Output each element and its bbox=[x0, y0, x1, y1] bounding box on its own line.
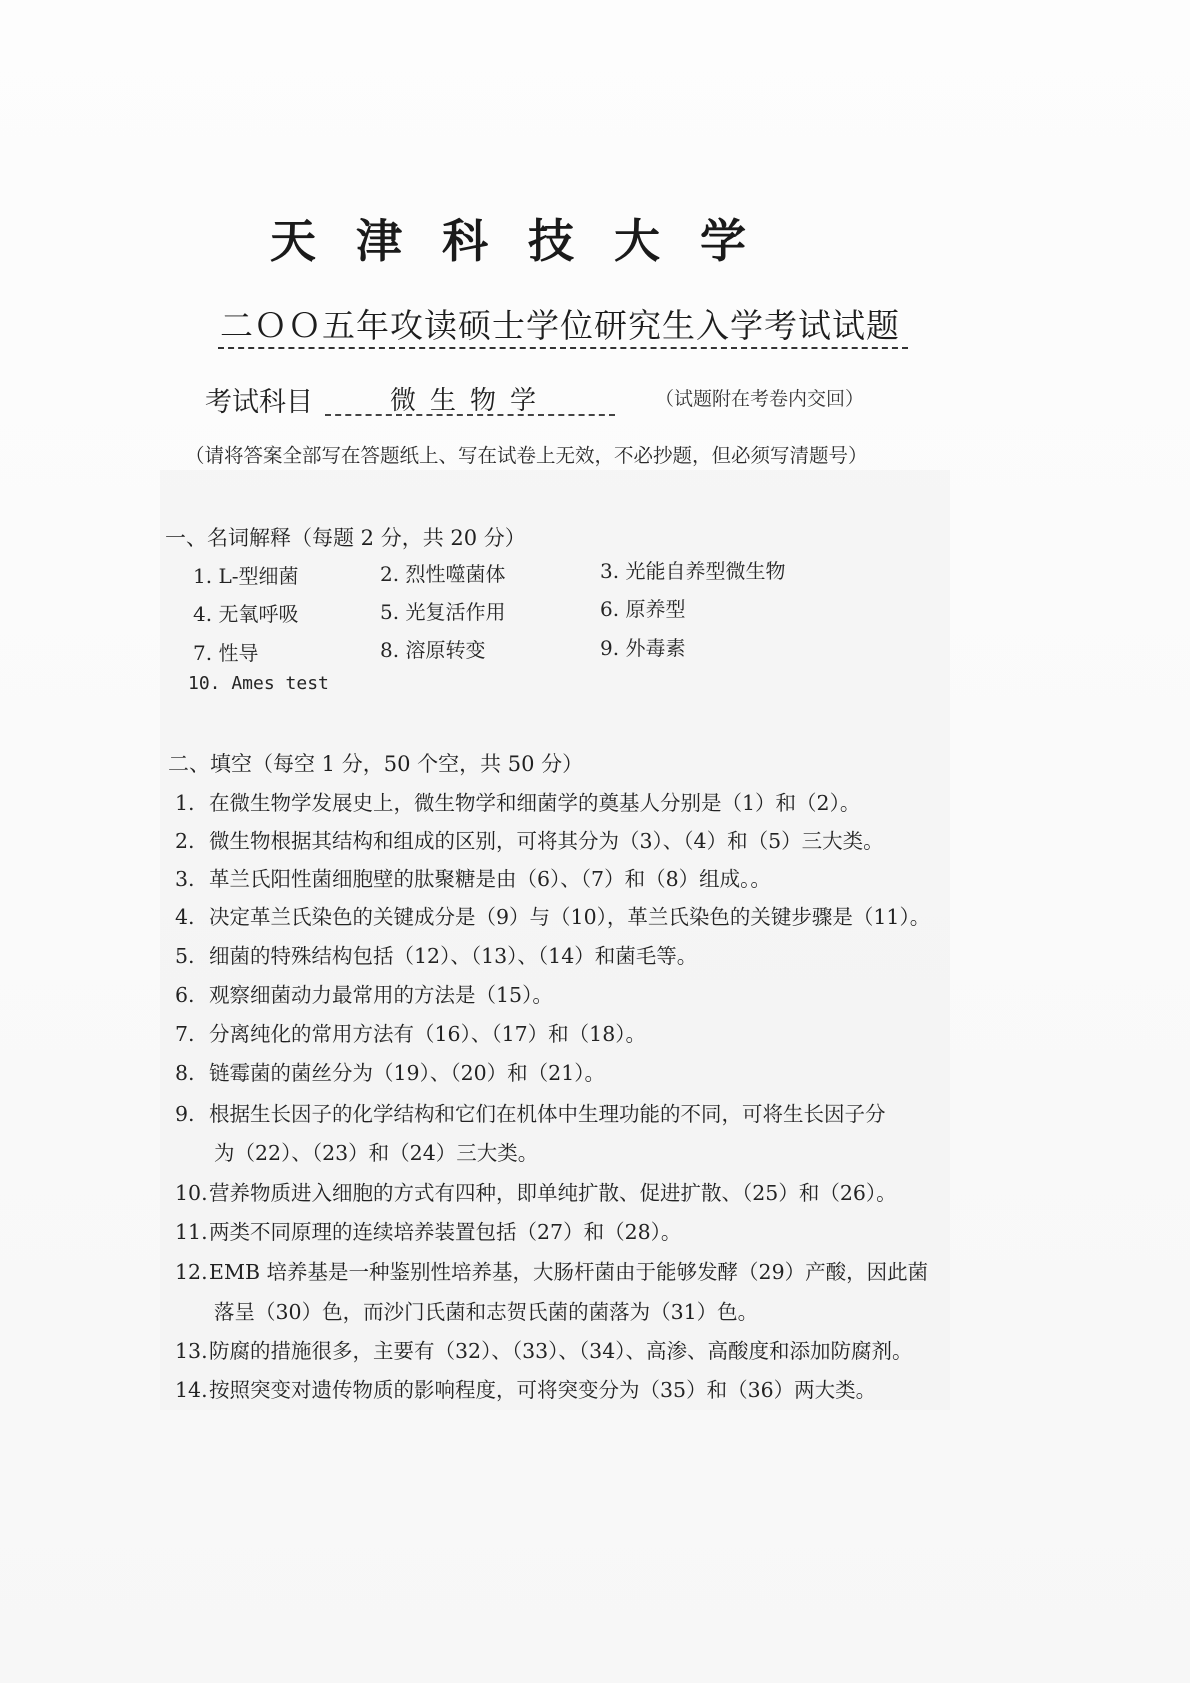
question-number: 7. bbox=[175, 1022, 195, 1046]
question-text: 微生物根据其结构和组成的区别，可将其分为（3）、（4）和（5）三大类。 bbox=[209, 829, 884, 853]
section1-heading: 一、名词解释（每题 2 分，共 20 分） bbox=[165, 526, 526, 550]
question-number: 13. bbox=[175, 1339, 208, 1363]
question-line bbox=[175, 978, 935, 1008]
term-item: 9. 外毒素 bbox=[600, 636, 686, 660]
question-text: 按照突变对遗传物质的影响程度，可将突变分为（35）和（36）两大类。 bbox=[209, 1378, 877, 1402]
university-name: 天津科技大学 bbox=[270, 214, 786, 268]
exam-title: 二ＯＯ五年攻读硕士学位研究生入学考试试题 bbox=[220, 306, 900, 345]
question-number: 9. bbox=[175, 1102, 195, 1126]
question-line bbox=[175, 1176, 935, 1206]
question-line bbox=[175, 1056, 935, 1086]
question-continuation: 为（22）、（23）和（24）三大类。 bbox=[214, 1141, 539, 1165]
question-line bbox=[175, 1255, 935, 1285]
question-line bbox=[175, 786, 935, 816]
question-text: 链霉菌的菌丝分为（19）、（20）和（21）。 bbox=[209, 1061, 606, 1085]
question-line bbox=[175, 862, 935, 892]
question-number: 4. bbox=[175, 905, 195, 929]
question-number: 1. bbox=[175, 791, 195, 815]
subject-row bbox=[205, 380, 925, 420]
question-number: 10. bbox=[175, 1181, 208, 1205]
question-text: 在微生物学发展史上，微生物学和细菌学的奠基人分别是（1）和（2）。 bbox=[209, 791, 861, 815]
term-item: 1. L-型细菌 bbox=[193, 564, 299, 588]
instruction-text: （请将答案全部写在答题纸上、写在试卷上无效，不必抄题，但必须写清题号） bbox=[185, 444, 868, 467]
question-text: 两类不同原理的连续培养装置包括（27）和（28）。 bbox=[209, 1220, 682, 1244]
question-text: 观察细菌动力最常用的方法是（15）。 bbox=[209, 983, 553, 1007]
question-line bbox=[175, 1017, 935, 1047]
question-line bbox=[175, 1334, 935, 1364]
question-line bbox=[175, 939, 935, 969]
term-item: 2. 烈性噬菌体 bbox=[380, 562, 506, 586]
question-text: 细菌的特殊结构包括（12）、（13）、（14）和菌毛等。 bbox=[209, 944, 698, 968]
term-item: 3. 光能自养型微生物 bbox=[600, 559, 786, 583]
question-number: 3. bbox=[175, 867, 195, 891]
section2-heading: 二、填空（每空 1 分，50 个空，共 50 分） bbox=[168, 752, 584, 776]
question-number: 2. bbox=[175, 829, 195, 853]
question-number: 5. bbox=[175, 944, 195, 968]
title-divider bbox=[218, 347, 908, 349]
question-number: 12. bbox=[175, 1260, 208, 1284]
question-number: 6. bbox=[175, 983, 195, 1007]
question-text: 决定革兰氏染色的关键成分是（9）与（10），革兰氏染色的关键步骤是（11）。 bbox=[209, 905, 931, 929]
question-number: 11. bbox=[175, 1220, 208, 1244]
term-item: 5. 光复活作用 bbox=[380, 600, 506, 624]
question-line bbox=[175, 900, 935, 930]
question-line bbox=[175, 1215, 935, 1245]
term-item: 10. Ames test bbox=[188, 673, 329, 694]
term-item: 6. 原养型 bbox=[600, 597, 686, 621]
subject-label: 考试科目 bbox=[205, 387, 313, 418]
question-text: 根据生长因子的化学结构和它们在机体中生理功能的不同，可将生长因子分 bbox=[209, 1102, 886, 1126]
term-item: 8. 溶原转变 bbox=[380, 638, 486, 662]
term-item: 7. 性导 bbox=[193, 641, 259, 665]
term-item: 4. 无氧呼吸 bbox=[193, 602, 299, 626]
question-number: 14. bbox=[175, 1378, 208, 1402]
question-text: 分离纯化的常用方法有（16）、（17）和（18）。 bbox=[209, 1022, 647, 1046]
question-continuation: 落呈（30）色，而沙门氏菌和志贺氏菌的菌落为（31）色。 bbox=[214, 1300, 759, 1324]
question-line bbox=[175, 1097, 935, 1127]
question-line bbox=[175, 824, 935, 854]
question-line bbox=[175, 1373, 935, 1403]
question-text: EMB 培养基是一种鉴别性培养基，大肠杆菌由于能够发酵（29）产酸，因此菌 bbox=[209, 1260, 929, 1284]
question-text: 营养物质进入细胞的方式有四种，即单纯扩散、促进扩散、（25）和（26）。 bbox=[209, 1181, 897, 1205]
question-number: 8. bbox=[175, 1061, 195, 1085]
subject-value: 微生物学 bbox=[325, 380, 615, 416]
question-text: 革兰氏阳性菌细胞壁的肽聚糖是由（6）、（7）和（8）组成。。 bbox=[209, 867, 771, 891]
subject-note: （试题附在考卷内交回） bbox=[655, 388, 865, 410]
question-text: 防腐的措施很多，主要有（32）、（33）、（34）、高渗、高酸度和添加防腐剂。 bbox=[209, 1339, 913, 1363]
